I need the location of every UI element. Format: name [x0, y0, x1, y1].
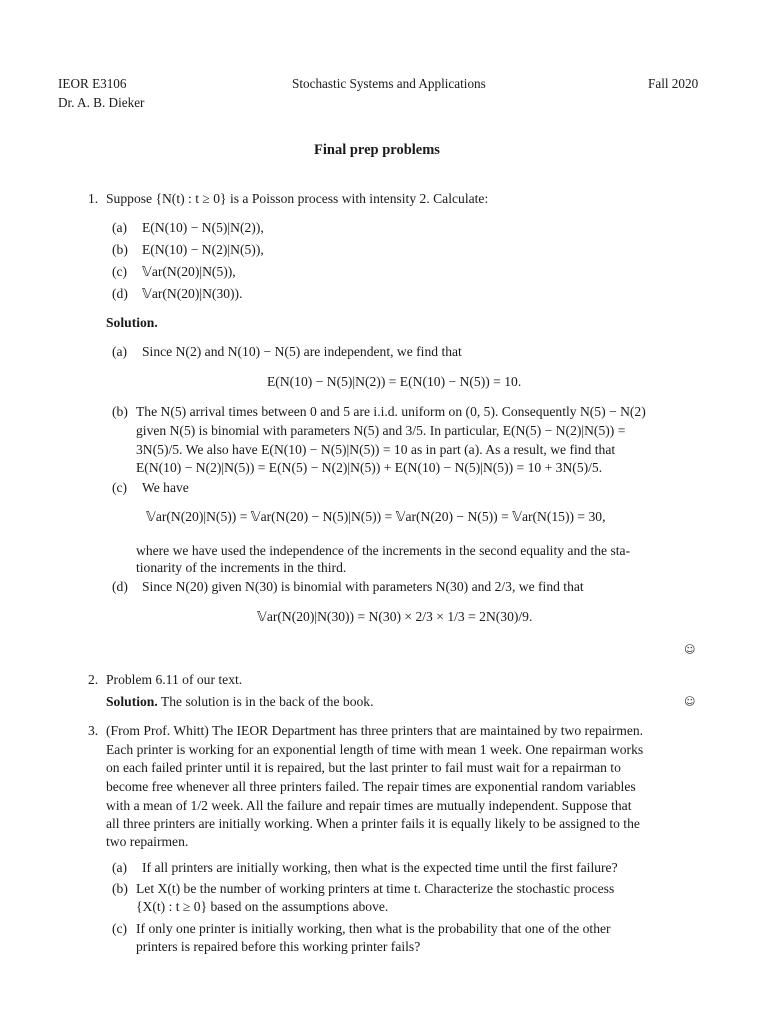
solution-1c: (c) We have	[112, 480, 189, 495]
problem-3-part-c-line-2: printers is repaired before this working printer fails?	[136, 939, 421, 954]
problem-3-line-7: two repairmen.	[106, 834, 189, 849]
problem-1-part-d: (d) 𝕍ar(N(20)|N(30)).	[112, 286, 243, 301]
solution-1c-after-2: tionarity of the increments in the third.	[136, 560, 347, 575]
course-code: IEOR E3106	[58, 76, 127, 91]
problem-3-line-2: Each printer is working for an exponential length of time with mean 1 week. One repairman works	[106, 742, 644, 757]
problem-3-part-b-label: (b)	[112, 881, 128, 896]
problem-2-statement: Problem 6.11 of our text.	[106, 672, 243, 687]
solution-1b-label: (b)	[112, 404, 128, 419]
solution-1c-after-1: where we have used the independence of the increments in the second equality and the sta-	[136, 543, 631, 558]
solution-1c-equation: 𝕍ar(N(20)|N(5)) = 𝕍ar(N(20) − N(5)|N(5)) = 𝕍ar(N(20) − N(5)) = 𝕍ar(N(15)) = 30,	[146, 509, 606, 524]
problem-3-line-1: (From Prof. Whitt) The IEOR Department has three printers that are maintained by two repairmen.	[106, 723, 644, 738]
problem-3-number: 3.	[88, 723, 99, 738]
instructor-name: Dr. A. B. Dieker	[58, 95, 145, 110]
solution-2: Solution. The solution is in the back of the book.	[106, 694, 374, 709]
solution-1b-line-4: E(N(10) − N(2)|N(5)) = E(N(5) − N(2)|N(5)) + E(N(10) − N(5)|N(5)) = 10 + 3N(5)/5.	[136, 460, 603, 475]
solution-1-label: Solution.	[106, 315, 158, 330]
problem-3-part-a: (a) If all printers are initially working, then what is the expected time until the first failure?	[112, 860, 618, 875]
problem-1-part-a: (a) E(N(10) − N(5)|N(2)),	[112, 220, 264, 235]
problem-2-number: 2.	[88, 672, 99, 687]
solution-1b-line-3: 3N(5)/5. We also have E(N(10) − N(5)|N(5)) = 10 as in part (a). As a result, we find that	[136, 442, 616, 457]
problem-3-line-3: on each failed printer until it is repaired, but the last printer to fail must wait for a repairman to	[106, 760, 621, 775]
page-title: Final prep problems	[314, 142, 440, 158]
problem-3-part-c-label: (c)	[112, 921, 128, 936]
problem-3-line-5: with a mean of 1/2 week. All the failure and repair times are mutually independent. Suppose that	[106, 798, 632, 813]
problem-3-part-c-line-1: If only one printer is initially working, then what is the probability that one of the other	[136, 921, 611, 936]
solution-1d-equation: 𝕍ar(N(20)|N(30)) = N(30) × 2/3 × 1/3 = 2N(30)/9.	[257, 609, 533, 624]
problem-3-part-b-line-2: {X(t) : t ≥ 0} based on the assumptions above.	[136, 899, 389, 914]
solution-1a-equation: E(N(10) − N(5)|N(2)) = E(N(10) − N(5)) = 10.	[267, 374, 522, 389]
problem-3-part-b-line-1: Let X(t) be the number of working printers at time t. Characterize the stochastic process	[136, 881, 615, 896]
solution-1b-line-2: given N(5) is binomial with parameters N(5) and 3/5. In particular, E(N(5) − N(2)|N(5)) =	[136, 423, 626, 438]
course-title: Stochastic Systems and Applications	[292, 76, 486, 91]
problem-1-part-c: (c) 𝕍ar(N(20)|N(5)),	[112, 264, 236, 279]
problem-1-part-b: (b) E(N(10) − N(2)|N(5)),	[112, 242, 264, 257]
problem-3-line-4: become free whenever all three printers failed. The repair times are exponential random variables	[106, 779, 636, 794]
problem-1-statement: Suppose {N(t) : t ≥ 0} is a Poisson process with intensity 2. Calculate:	[106, 191, 489, 206]
end-of-solution-smiley-icon: ☺	[684, 695, 696, 708]
solution-1b-line-1: The N(5) arrival times between 0 and 5 are i.i.d. uniform on (0, 5). Consequently N(5) − N(2)	[136, 404, 646, 419]
solution-1a: (a) Since N(2) and N(10) − N(5) are independent, we find that	[112, 344, 462, 359]
end-of-solution-smiley-icon: ☺	[684, 643, 696, 656]
term: Fall 2020	[648, 76, 699, 91]
problem-3-line-6: all three printers are initially working. When a printer fails it is equally likely to be assigned to the	[106, 816, 640, 831]
problem-1-number: 1.	[88, 191, 99, 206]
solution-1d: (d) Since N(20) given N(30) is binomial with parameters N(30) and 2/3, we find that	[112, 579, 584, 594]
